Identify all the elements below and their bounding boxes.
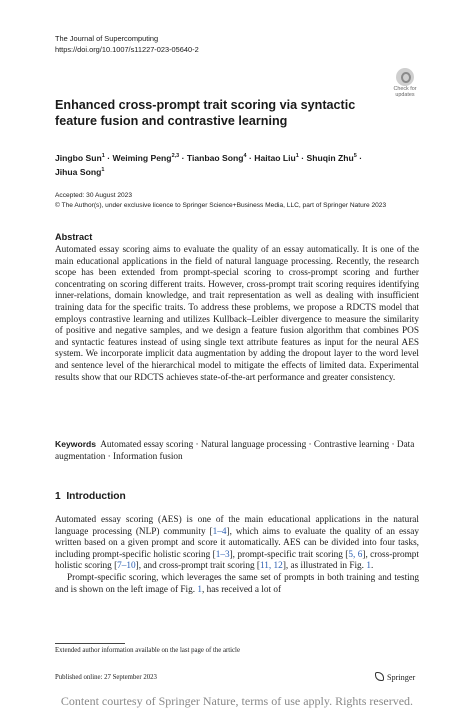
check-for-updates-badge[interactable] bbox=[390, 68, 420, 100]
author[interactable]: Weiming Peng$^{2,3}$ bbox=[112, 152, 180, 163]
author[interactable]: Jihua Song$^1$ bbox=[55, 166, 105, 177]
citation-link[interactable]: 11, 12 bbox=[260, 561, 283, 572]
journal-name: The Journal of Supercomputing bbox=[55, 34, 159, 43]
paper-title: Enhanced cross-prompt trait scoring via syntactic feature fusion and contrastive learning bbox=[55, 98, 356, 128]
section-heading bbox=[55, 491, 126, 502]
citation-link[interactable]: 1–4 bbox=[212, 526, 227, 537]
author[interactable]: Shuqin Zhu$^5$ bbox=[306, 152, 357, 163]
published-date: Published online: 27 September 2023 bbox=[55, 674, 157, 681]
abstract-heading: Abstract bbox=[55, 232, 93, 242]
springer-horse-icon bbox=[375, 672, 384, 681]
keywords-text: Automated essay scoring · Natural language processing · Contrastive learning · Data augmentation · Information fusion bbox=[55, 440, 415, 462]
intro-paragraph: Automated essay scoring (AES) is one of the main educational applications in the natural language processing (NLP) community [1–4], which aims to evaluate the quality of an essay written based on a given prompt and score it automatically. AES can be divided into four tasks, including prompt-specific holistic scoring [1–3], prompt-specific trait scoring [5, 6], cross-prompt holistic scoring [7–10], and cross-prompt trait scoring [11, 12], as illustrated in Fig. 1. bbox=[55, 515, 419, 572]
figure-link[interactable]: 1 bbox=[366, 561, 371, 572]
citation-link[interactable]: 7–10 bbox=[117, 561, 136, 572]
author[interactable]: Tianbao Song$^4$ bbox=[186, 152, 247, 163]
accepted-date: Accepted: 30 August 2023 bbox=[55, 192, 132, 199]
author[interactable]: Jingbo Sun$^1$ bbox=[55, 152, 105, 163]
intro-paragraph: Prompt-specific scoring, which leverages the same set of prompts in both training and testing and is shown on the left image of Fig. 1, has received a lot of bbox=[55, 572, 419, 595]
section-number: 1 bbox=[55, 491, 61, 502]
figure-link[interactable]: 1 bbox=[197, 584, 202, 595]
citation-link[interactable]: 5, 6 bbox=[348, 549, 363, 560]
journal-doi[interactable]: https://doi.org/10.1007/s11227-023-05640-2 bbox=[55, 44, 199, 54]
keywords-label: Keywords bbox=[55, 439, 97, 449]
keywords bbox=[55, 439, 419, 463]
copyright-watermark: Content courtesy of Springer Nature, terms of use apply. Rights reserved. bbox=[60, 694, 414, 708]
introduction-body bbox=[55, 515, 419, 596]
footnote: Extended author information available on the last page of the article bbox=[55, 647, 240, 654]
section-title: Introduction bbox=[66, 491, 126, 502]
publication-dates bbox=[55, 191, 425, 210]
publisher-name: Springer bbox=[387, 673, 416, 682]
abstract-text: Automated essay scoring aims to evaluate the quality of an essay automatically. It is one of the main educational applications in the field of natural language processing. Recently, the research scope has been extended from prompt-special scoring to cross-prompt scoring and further concentrating on scoring different traits. However, cross-prompt trait scoring requires identifying inner-relations, domain knowledge, and trait representation as well as dealing with insufficient training data for the specific traits. To address these problems, we propose a RDCTS model that employs contrastive learning and utilizes Kullback–Leibler divergence to measure the similarity of positive and negative samples, and we design a feature fusion algorithm that combines POS and syntactic features instead of using single text attribute features as input for the neural AES system. We incorporate implicit data augmentation by adding the dropout layer to the word level and sentence level of the hierarchical model to mitigate the effects of limited data. Experimental results show that our RDCTS achieves state-of-the-art performance and greater consistency. bbox=[55, 245, 419, 383]
crossmark-label: Check for updates bbox=[393, 86, 417, 98]
crossmark-icon bbox=[396, 68, 414, 86]
copyright-notice: © The Author(s), under exclusive licence to Springer Science+Business Media, LLC, part of Springer Nature 2023 bbox=[55, 201, 387, 209]
journal-header bbox=[55, 34, 199, 55]
citation-link[interactable]: 1–3 bbox=[215, 549, 230, 560]
publisher-logo bbox=[375, 672, 415, 682]
author[interactable]: Haitao Liu$^1$ bbox=[254, 152, 299, 163]
footnote-divider bbox=[55, 643, 125, 644]
author-list: Jingbo Sun$^1$ · Weiming Peng$^{2,3}$ · Tianbao Song$^4$ · Haitao Liu$^1$ · Shuqin Zhu$^5$ · Jihua Song$^1$ bbox=[55, 152, 363, 177]
